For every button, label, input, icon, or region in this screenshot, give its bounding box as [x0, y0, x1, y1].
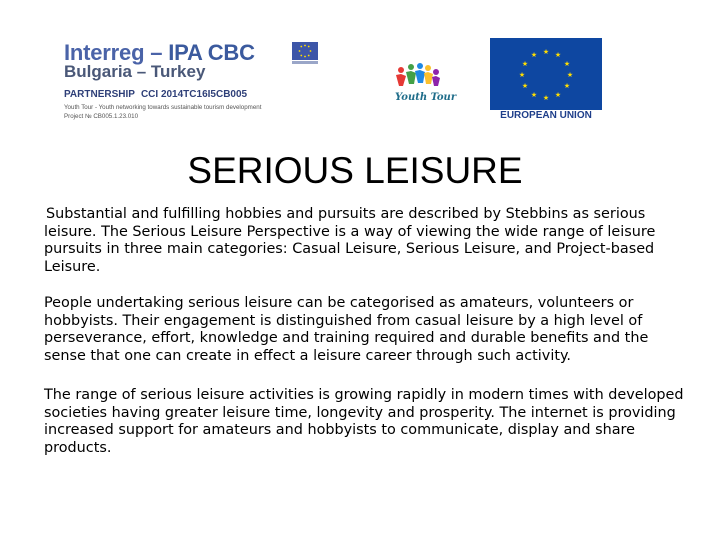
youth-tour-label: Youth Tour — [395, 92, 457, 103]
svg-text:★: ★ — [566, 71, 574, 79]
interreg-subtitle: Bulgaria – Turkey — [64, 62, 206, 81]
interreg-logo — [64, 40, 334, 130]
svg-text:★: ★ — [542, 48, 550, 56]
svg-text:★: ★ — [530, 91, 538, 99]
ipa-cbc-word: IPA CBC — [168, 40, 255, 65]
european-union-logo — [490, 38, 602, 122]
svg-text:★: ★ — [563, 82, 571, 90]
youth-tour-figures-icon — [393, 62, 443, 92]
svg-text:★: ★ — [521, 60, 529, 68]
eu-flag-caption-bar — [292, 61, 318, 64]
paragraph-growth: The range of serious leisure activities is growing rapidly in modern times with developed societies having greater leisure time, longevity and prosperity. The internet is providing increased support for amateurs and hobbyists to communicate, display and share products. — [44, 387, 684, 456]
interreg-dash: – — [144, 40, 169, 65]
european-union-label: EUROPEAN UNION — [500, 110, 592, 121]
paragraph-definition: Substantial and fulfilling hobbies and pursuits are described by Stebbins as serious leisure. The Serious Leisure Perspective is a way of viewing the wide range of leisure pursuits in three main categories: Casual Leisure, Serious Leisure, and Project-based Leisure. — [44, 206, 656, 275]
interreg-word: Interreg — [64, 40, 145, 65]
project-description: Youth Tour - Youth networking towards sustainable tourism development — [64, 104, 262, 111]
partnership-code: CCI 2014TC16I5CB005 — [140, 89, 248, 100]
partnership-word: PARTNERSHIP — [64, 89, 135, 100]
svg-text:★: ★ — [554, 91, 562, 99]
svg-text:★: ★ — [563, 60, 571, 68]
svg-text:★: ★ — [518, 71, 526, 79]
youth-tour-logo — [393, 62, 457, 122]
slide-body — [44, 206, 684, 457]
svg-text:★: ★ — [530, 51, 538, 59]
svg-text:★: ★ — [521, 82, 529, 90]
slide-title: SERIOUS LEISURE — [187, 150, 523, 191]
svg-text:★: ★ — [554, 51, 562, 59]
eu-flag-icon — [490, 38, 602, 110]
paragraph-participants: People undertaking serious leisure can be categorised as amateurs, volunteers or hobbyists. Their engagement is distinguished from casual leisure by a high level of perseverance, effort, knowledge and training required and durable benefits and the sense that one can create in effect a leisure career through such activity. — [44, 295, 649, 364]
eu-flag-icon — [292, 42, 318, 60]
partnership-line — [64, 89, 247, 100]
project-number: Project № CB005.1.23.010 — [64, 113, 139, 120]
svg-text:★: ★ — [542, 94, 550, 102]
